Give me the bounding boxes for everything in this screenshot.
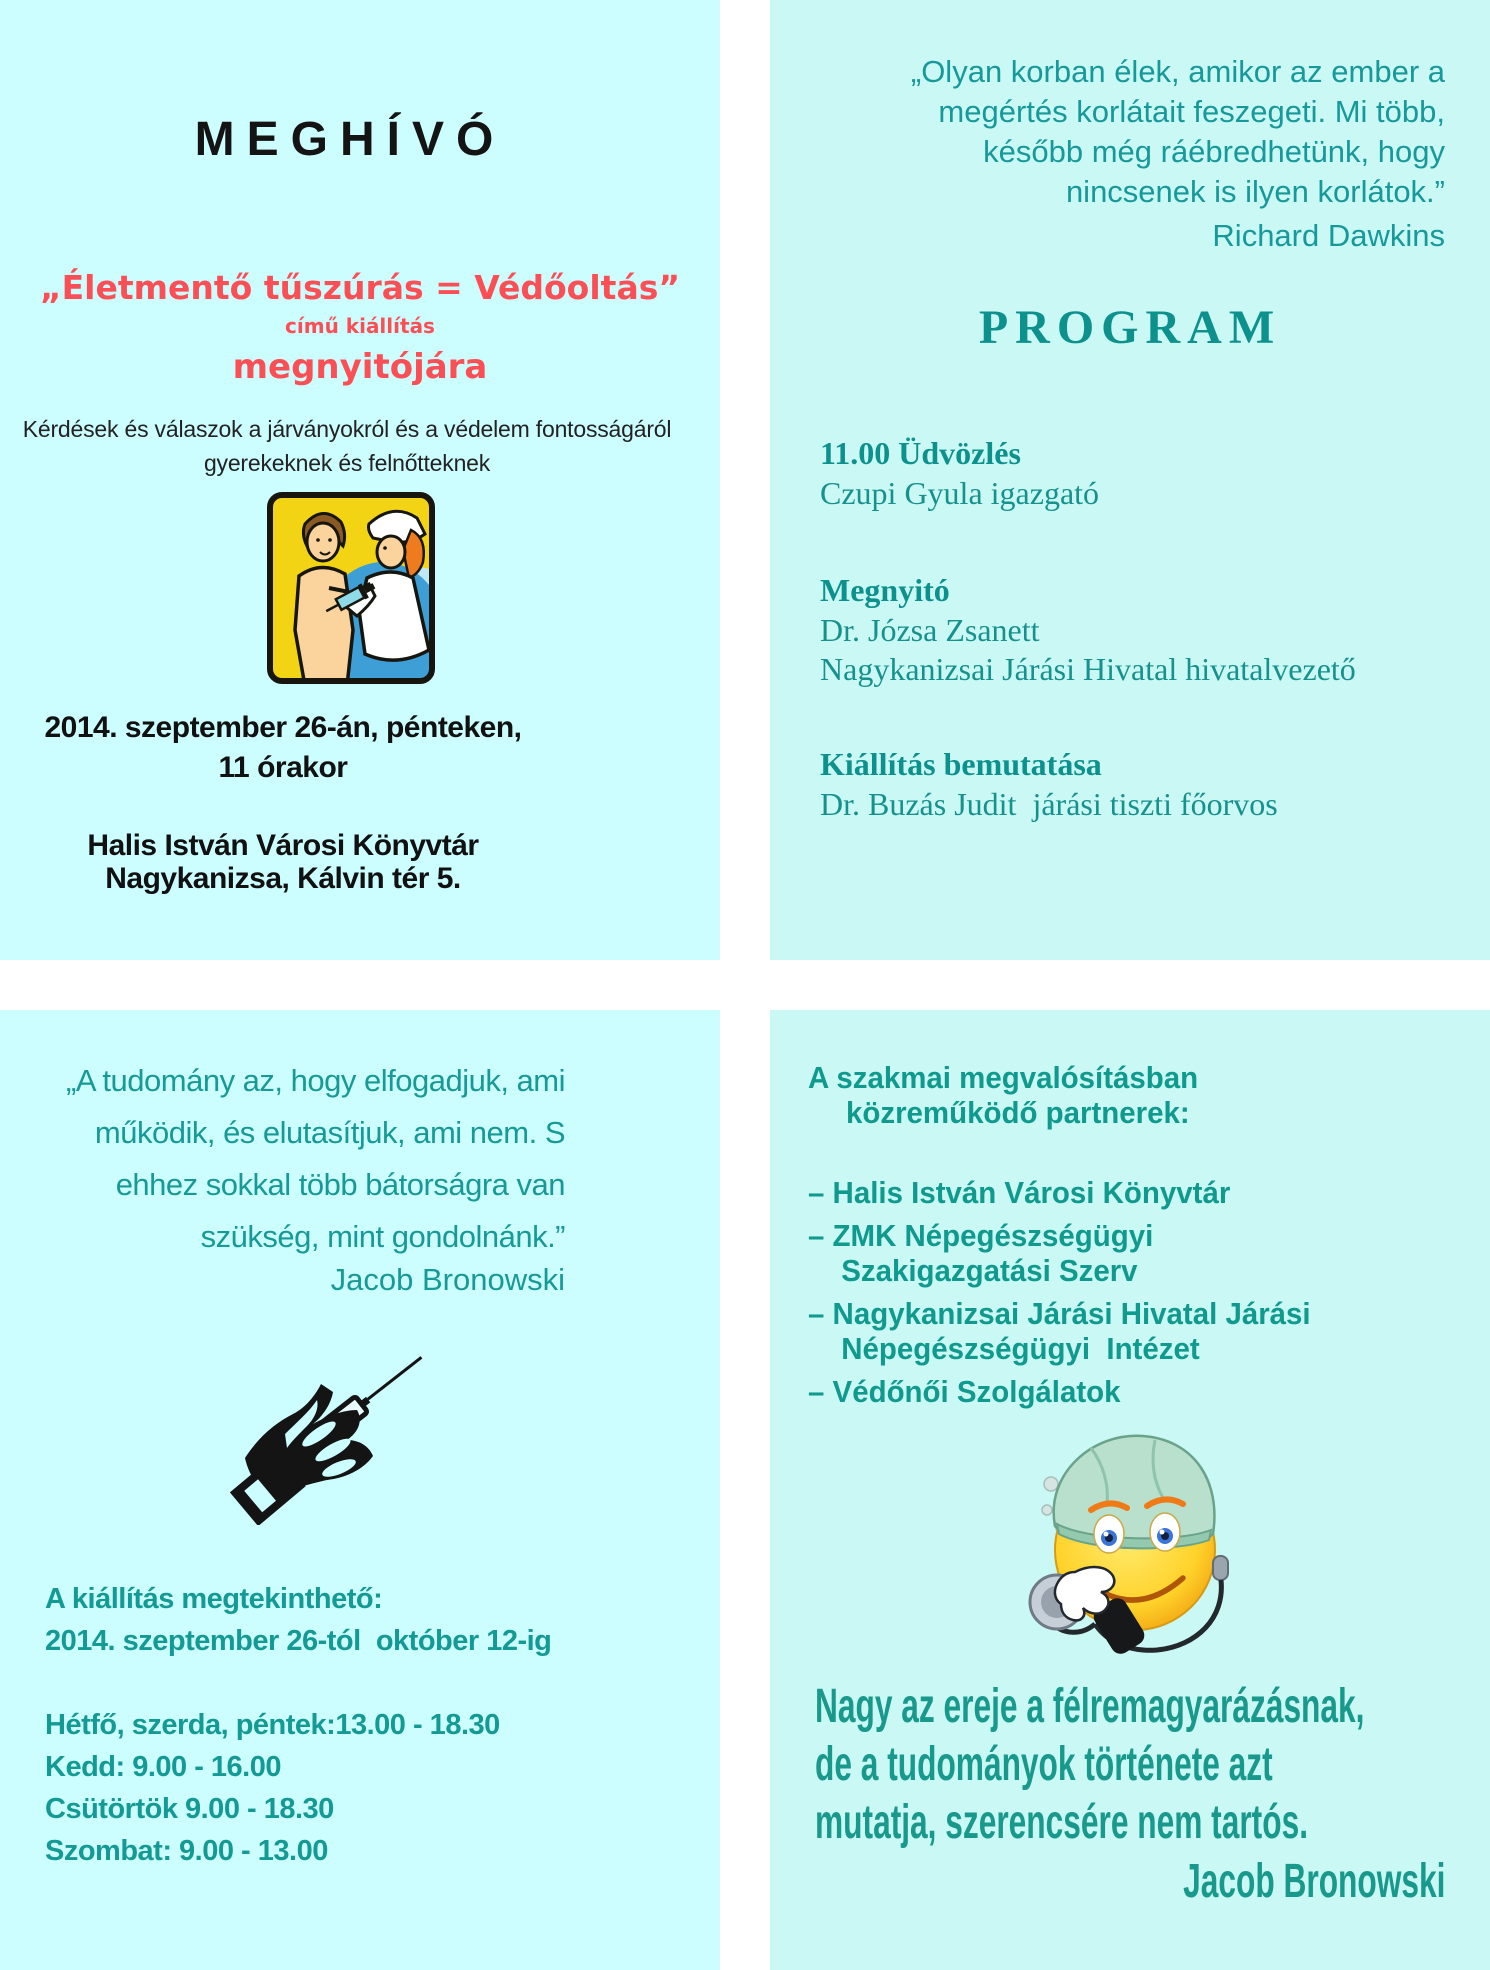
list-item: – Védőnői Szolgálatok: [808, 1374, 1121, 1409]
event-date: 2014. szeptember 26-án, pénteken,: [44, 711, 522, 744]
partners-list: [808, 1175, 1473, 1409]
program-schedule: [820, 432, 1356, 824]
exhibition-title: „Életmentő tűszúrás = Védőoltás”: [39, 268, 681, 307]
exhibition-description: [0, 412, 694, 480]
opening-hours-row: Szombat: 9.00 - 13.00: [45, 1835, 328, 1867]
partners-heading-line: közreműködő partnerek:: [846, 1095, 1190, 1130]
program-item-title: Megnyitó: [820, 572, 950, 608]
quote-line: megértés korlátait feszegeti. Mi több,: [938, 94, 1445, 129]
list-item: – ZMK Népegészségügyi: [808, 1218, 1154, 1253]
list-item: – Nagykanizsai Járási Hivatal Járási: [808, 1296, 1311, 1331]
exhibition-subtitle: című kiállítás: [285, 314, 435, 338]
hand-syringe-icon: [215, 1330, 445, 1525]
program-item: [820, 432, 1356, 513]
dawkins-quote: [770, 52, 1445, 256]
vaccination-illustration-icon: [265, 490, 437, 686]
exhibition-opening-label: megnyitójára: [232, 347, 488, 387]
program-item: [820, 569, 1356, 689]
partners-heading: [808, 1060, 1473, 1130]
description-line: Kérdések és válaszok a járványokról és a védelem fontosságáról: [22, 416, 672, 442]
program-item: [820, 743, 1356, 824]
list-item: – Halis István Városi Könyvtár: [808, 1175, 1231, 1210]
program-item-speaker-role: Nagykanizsai Járási Hivatal hivatalvezető: [820, 651, 1356, 687]
quote-line: „Olyan korban élek, amikor az ember a: [910, 54, 1445, 89]
opening-hours-row: Hétfő, szerda, péntek:13.00 - 18.30: [45, 1709, 500, 1741]
event-time: 11 órakor: [218, 751, 348, 784]
panel-visiting-info: [0, 1010, 720, 1970]
quote-line: mutatja, szerencsére nem tartós.: [815, 1796, 1309, 1849]
quote-author: Jacob Bronowski: [330, 1262, 565, 1297]
panel-partners: [770, 1010, 1490, 1970]
program-heading: PROGRAM: [978, 301, 1282, 354]
quote-line: Nagy az ereje a félremagyarázásnak,: [815, 1680, 1365, 1733]
list-item-wrap: Népegészségügyi Intézet: [841, 1331, 1200, 1366]
program-item-speaker: Dr. Józsa Zsanett: [820, 612, 1040, 648]
program-item-title: Kiállítás bemutatása: [820, 746, 1102, 782]
opening-hours: [45, 1578, 551, 1872]
quote-author: Jacob Bronowski: [1182, 1855, 1445, 1908]
smiley-doctor-icon: [1005, 1420, 1240, 1670]
panel-invitation: [0, 0, 720, 960]
bronowski-quote-2: [815, 1678, 1409, 1852]
program-item-speaker: Czupi Gyula igazgató: [820, 475, 1100, 511]
quote-line: nincsenek is ilyen korlátok.”: [1065, 174, 1445, 209]
quote-line: később még ráébredhetünk, hogy: [983, 134, 1445, 169]
venue-address: Nagykanizsa, Kálvin tér 5.: [105, 862, 461, 895]
opening-hours-heading: A kiállítás megtekinthető:: [45, 1583, 383, 1615]
opening-hours-row: Csütörtök 9.00 - 18.30: [45, 1793, 334, 1825]
page-title: MEGHÍVÓ: [194, 113, 506, 166]
list-item-wrap: Szakigazgatási Szerv: [841, 1253, 1138, 1288]
event-datetime: [0, 708, 566, 788]
panel-program: [770, 0, 1490, 960]
program-item-title: 11.00 Üdvözlés: [820, 435, 1021, 471]
bronowski-quote: [0, 1055, 565, 1263]
quote-line: működik, és elutasítjuk, ami nem. S: [94, 1115, 565, 1150]
opening-hours-row: Kedd: 9.00 - 16.00: [45, 1751, 281, 1783]
venue-name: Halis István Városi Könyvtár: [87, 829, 479, 862]
quote-line: de a tudományok története azt: [815, 1738, 1273, 1791]
quote-author: Richard Dawkins: [1212, 218, 1445, 253]
description-line: gyerekeknek és felnőtteknek: [203, 450, 491, 476]
event-venue: [0, 829, 566, 895]
quote-line: szükség, mint gondolnánk.”: [200, 1219, 565, 1254]
quote-line: ehhez sokkal több bátorságra van: [115, 1167, 565, 1202]
opening-hours-dates: 2014. szeptember 26-tól október 12-ig: [45, 1625, 552, 1657]
partners-heading-line: A szakmai megvalósításban: [808, 1060, 1199, 1095]
quote-line: „A tudomány az, hogy elfogadjuk, ami: [66, 1063, 565, 1098]
program-item-speaker: Dr. Buzás Judit járási tiszti főorvos: [820, 786, 1278, 822]
